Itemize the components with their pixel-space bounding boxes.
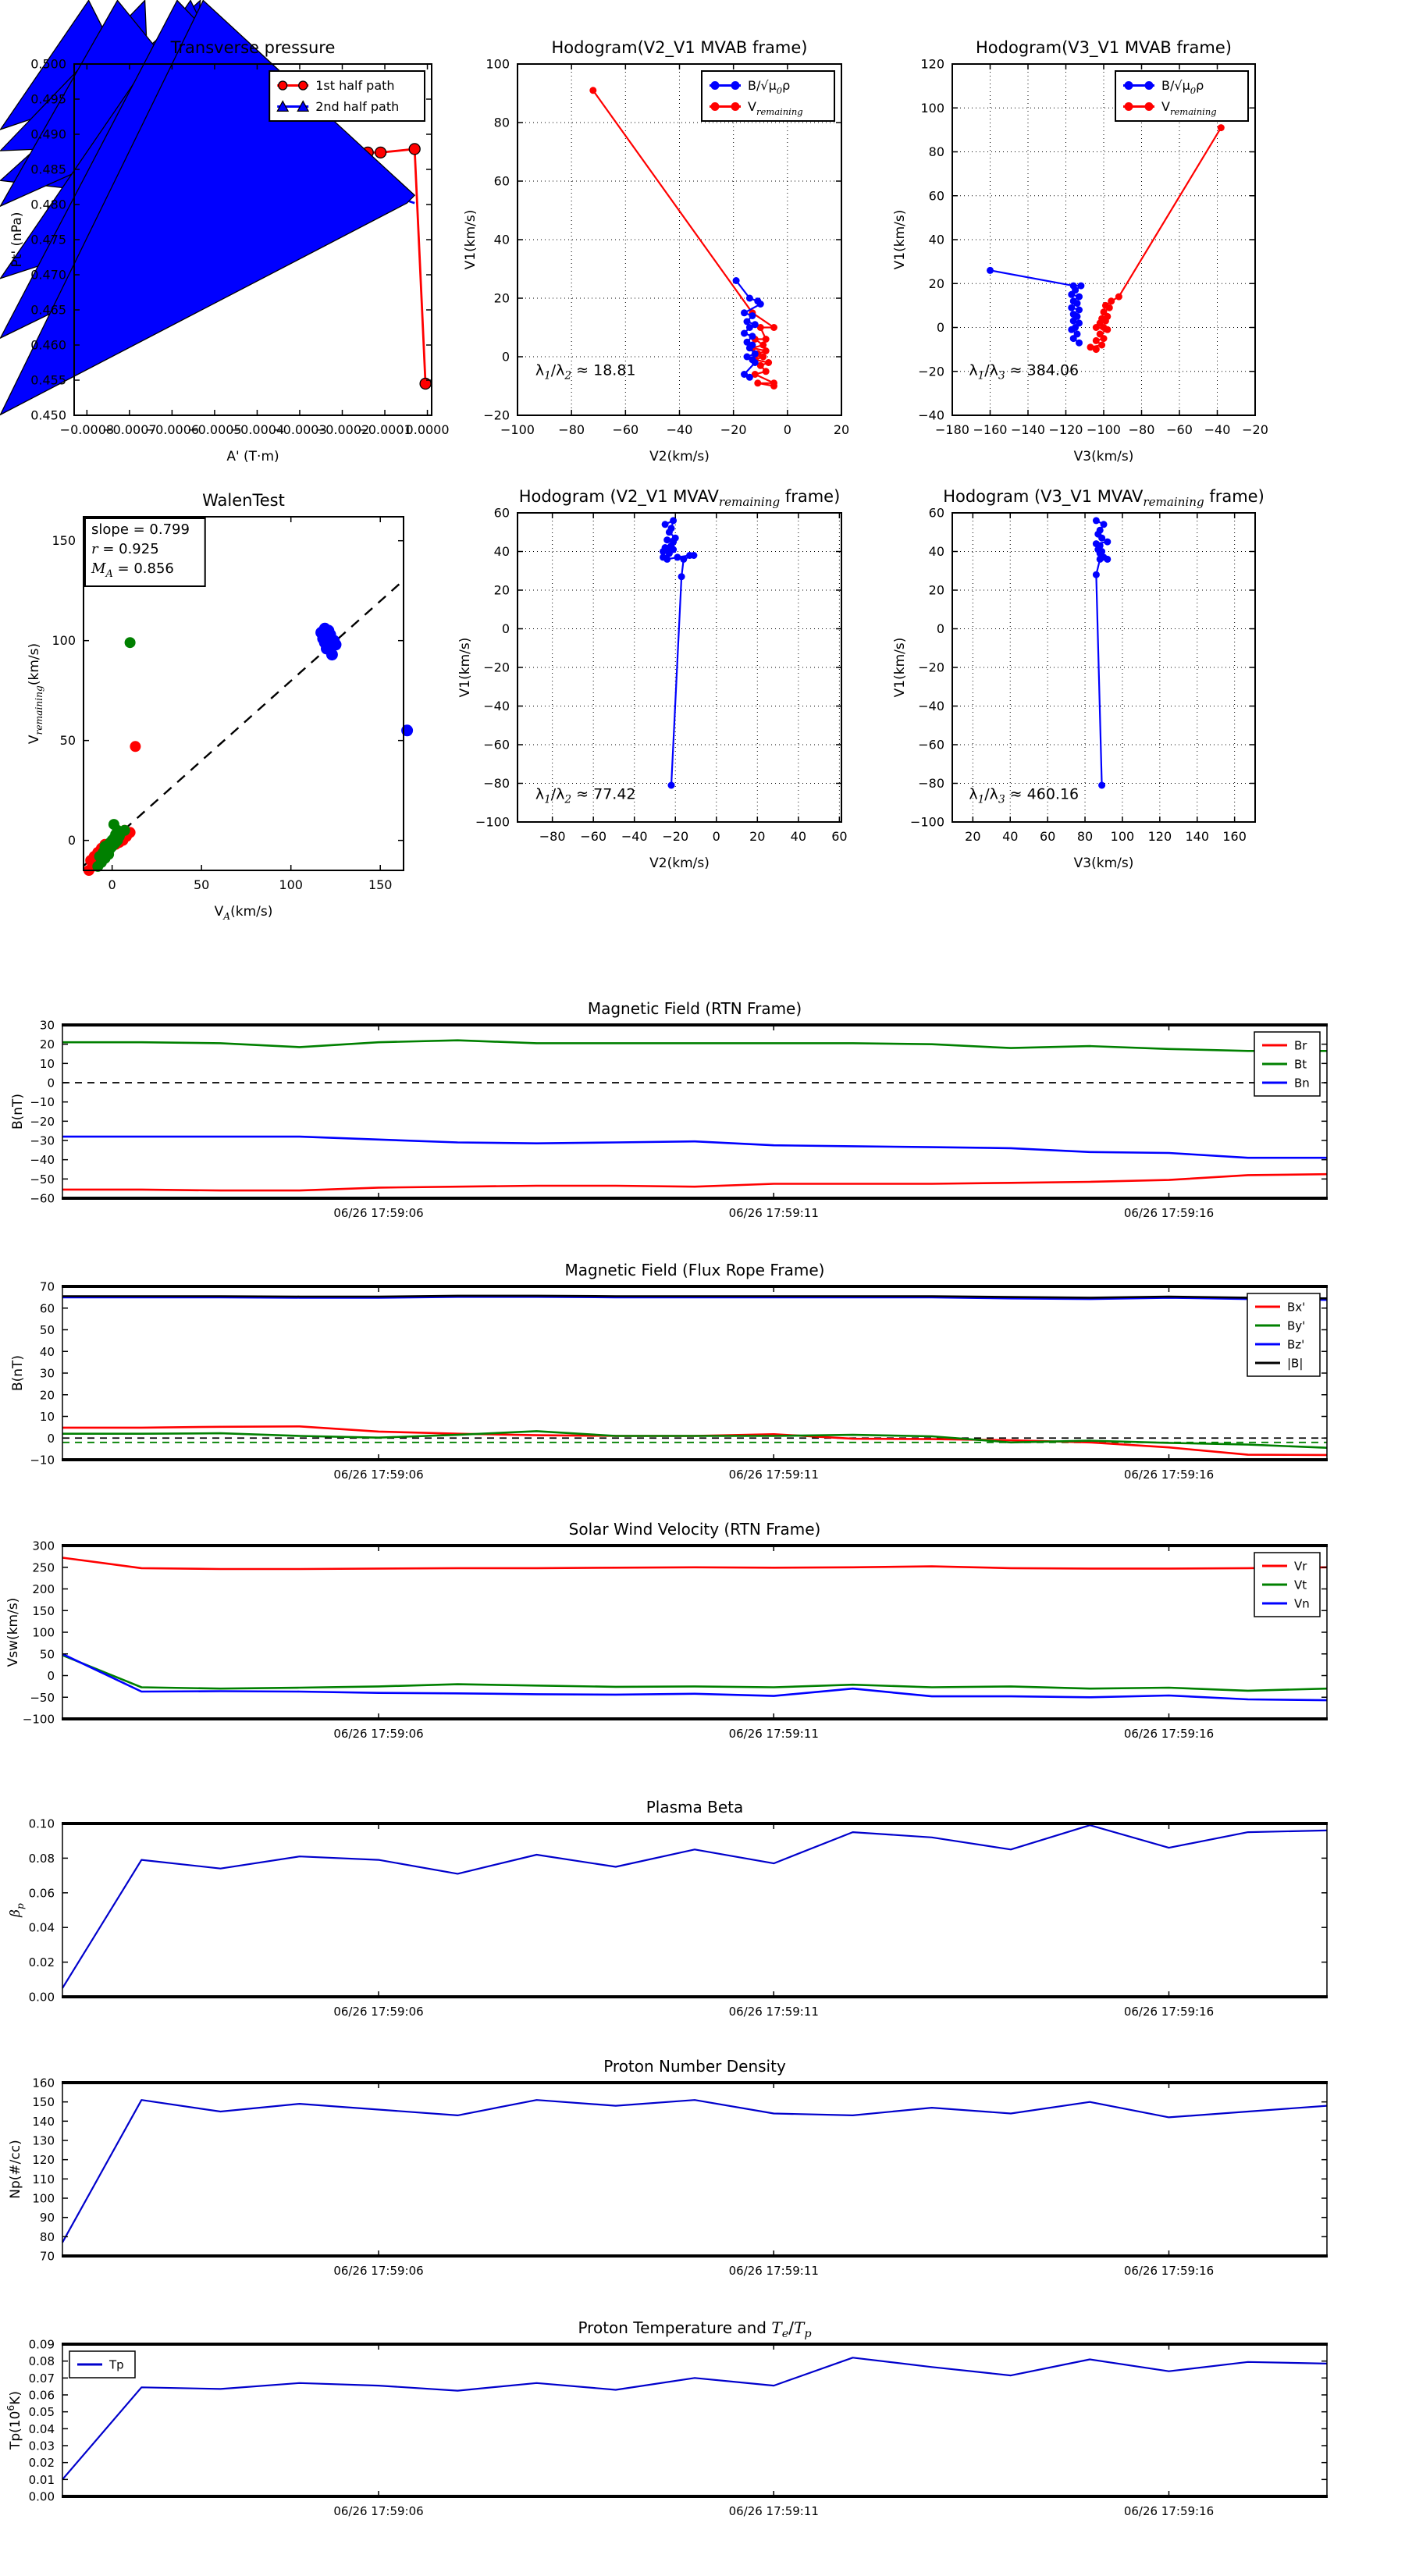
svg-text:50: 50 (193, 877, 210, 892)
svg-text:−0.0007: −0.0007 (102, 422, 157, 437)
svg-text:−40: −40 (918, 699, 944, 713)
svg-text:10: 10 (39, 1410, 55, 1424)
svg-text:60: 60 (493, 505, 510, 521)
chart-title: Solar Wind Velocity (RTN Frame) (568, 1520, 821, 1539)
svg-text:0.04: 0.04 (28, 2421, 55, 2436)
svg-text:−0.0005: −0.0005 (187, 422, 242, 437)
svg-text:−140: −140 (1011, 422, 1045, 437)
svg-text:0.460: 0.460 (30, 337, 66, 353)
annotation: $\lambda_1/\lambda_2 \approx 18.81$ (535, 361, 636, 382)
svg-text:20: 20 (833, 422, 850, 437)
svg-text:0.05: 0.05 (28, 2405, 55, 2420)
svg-text:06/26 17:59:11: 06/26 17:59:11 (728, 2005, 819, 2019)
svg-text:−20: −20 (720, 422, 747, 437)
svg-text:−60: −60 (918, 737, 944, 753)
svg-text:40: 40 (1002, 829, 1019, 844)
svg-text:06/26 17:59:16: 06/26 17:59:16 (1123, 2005, 1215, 2019)
svg-text:60: 60 (928, 188, 944, 204)
svg-text:20: 20 (749, 829, 766, 844)
svg-text:0: 0 (47, 1431, 55, 1446)
svg-text:150: 150 (52, 533, 76, 549)
svg-text:−10: −10 (30, 1095, 55, 1110)
svg-text:−40: −40 (1204, 422, 1231, 437)
chart-title: Magnetic Field (RTN Frame) (587, 999, 802, 1018)
svg-text:20: 20 (493, 290, 510, 306)
svg-text:0: 0 (47, 1076, 55, 1091)
svg-text:Br: Br (1294, 1038, 1307, 1053)
svg-text:Bn: Bn (1294, 1076, 1310, 1091)
svg-text:06/26 17:59:06: 06/26 17:59:06 (333, 1727, 424, 1741)
svg-text:80: 80 (928, 144, 944, 159)
svg-text:−60: −60 (30, 1191, 55, 1206)
svg-text:160: 160 (1222, 829, 1247, 844)
svg-text:140: 140 (1185, 829, 1210, 844)
svg-text:80: 80 (493, 115, 510, 130)
x-axis-label: V3(km/s) (1073, 856, 1134, 871)
svg-text:06/26 17:59:06: 06/26 17:59:06 (333, 2264, 424, 2278)
svg-text:0: 0 (67, 833, 76, 849)
svg-text:0.470: 0.470 (30, 267, 66, 283)
svg-text:100: 100 (52, 633, 76, 649)
svg-text:20: 20 (928, 276, 944, 291)
svg-text:30: 30 (39, 1366, 55, 1381)
svg-text:06/26 17:59:16: 06/26 17:59:16 (1123, 1206, 1215, 1220)
svg-text:0.06: 0.06 (28, 1886, 55, 1901)
svg-text:0: 0 (783, 422, 791, 437)
svg-text:60: 60 (831, 829, 848, 844)
svg-text:−50: −50 (30, 1690, 55, 1705)
svg-text:0.04: 0.04 (28, 1920, 55, 1935)
svg-text:0.475: 0.475 (30, 232, 66, 247)
chart-title: WalenTest (202, 491, 285, 510)
svg-text:B/√μ0​ρ: $B/√\mu_0\rho$ (748, 78, 791, 96)
chart-title: Transverse pressure (170, 38, 336, 57)
svg-text:50: 50 (39, 1647, 55, 1662)
svg-text:−20: −20 (483, 660, 510, 675)
svg-text:100: 100 (279, 877, 303, 892)
svg-text:0.09: 0.09 (28, 2337, 55, 2352)
svg-text:0: 0 (501, 621, 510, 636)
svg-text:20: 20 (965, 829, 981, 844)
y-axis-label: V1(km/s) (892, 637, 908, 698)
svg-text:−10: −10 (30, 1453, 55, 1468)
svg-text:slope = 0.799: slope = 0.799 (91, 521, 190, 538)
svg-text:40: 40 (928, 232, 944, 247)
y-axis-label: Vsw(km/s) (5, 1597, 21, 1667)
svg-text:20: 20 (39, 1388, 55, 1403)
svg-text:−80: −80 (539, 829, 566, 844)
svg-text:0.00: 0.00 (28, 1990, 55, 2005)
svg-text:40: 40 (493, 544, 510, 559)
svg-text:40: 40 (790, 829, 807, 844)
svg-text:06/26 17:59:11: 06/26 17:59:11 (728, 1727, 819, 1741)
svg-text:Tp: Tp (109, 2357, 124, 2372)
svg-text:−20: −20 (1242, 422, 1268, 437)
x-axis-label: V2(km/s) (649, 856, 710, 871)
svg-text:MA​ = 0.856: $M_A = 0.856$ (91, 560, 174, 580)
y-axis-label: B(nT) (10, 1093, 26, 1130)
svg-text:−60: −60 (1166, 422, 1193, 437)
svg-text:0: 0 (47, 1669, 55, 1683)
y-axis-label: Np(#/cc) (8, 2140, 23, 2199)
x-axis-label: $V_A(km/s)$ (214, 904, 273, 922)
svg-text:Bt: Bt (1294, 1057, 1307, 1072)
svg-text:50: 50 (59, 733, 76, 749)
svg-text:06/26 17:59:11: 06/26 17:59:11 (728, 2504, 819, 2518)
svg-text:0.02: 0.02 (28, 1955, 55, 1970)
svg-text:0: 0 (108, 877, 116, 892)
svg-text:−30: −30 (30, 1133, 55, 1148)
y-axis-label: Pt' (nPa) (9, 212, 25, 268)
svg-text:−80: −80 (558, 422, 585, 437)
svg-text:06/26 17:59:11: 06/26 17:59:11 (728, 1206, 819, 1220)
svg-text:60: 60 (39, 1301, 55, 1316)
svg-text:90: 90 (39, 2211, 55, 2226)
svg-text:40: 40 (493, 232, 510, 247)
y-axis-label: $\beta_p$ (8, 1903, 26, 1917)
svg-text:0.455: 0.455 (30, 372, 66, 388)
svg-text:−180: −180 (935, 422, 969, 437)
svg-text:130: 130 (32, 2133, 55, 2148)
chart-title: Proton Number Density (603, 2057, 786, 2076)
svg-text:80: 80 (39, 2229, 55, 2244)
svg-text:−60: −60 (483, 737, 510, 753)
svg-text:40: 40 (39, 1344, 55, 1359)
svg-text:−0.0004: −0.0004 (229, 422, 285, 437)
svg-text:−40: −40 (918, 407, 944, 423)
svg-text:06/26 17:59:16: 06/26 17:59:16 (1123, 1727, 1215, 1741)
svg-text:Bx': Bx' (1287, 1300, 1306, 1315)
svg-text:150: 150 (32, 1603, 55, 1618)
svg-text:−100: −100 (500, 422, 535, 437)
svg-text:0: 0 (501, 349, 510, 365)
y-axis-label: V1(km/s) (463, 209, 478, 270)
svg-text:100: 100 (32, 1625, 55, 1640)
svg-text:−40: −40 (666, 422, 693, 437)
svg-text:−20: −20 (918, 364, 944, 379)
svg-text:0: 0 (936, 320, 944, 335)
svg-text:−0.0002: −0.0002 (315, 422, 370, 437)
svg-text:−40: −40 (483, 699, 510, 713)
svg-text:0.465: 0.465 (30, 302, 66, 318)
svg-text:10: 10 (39, 1056, 55, 1071)
svg-text:1st half path: 1st half path (315, 78, 395, 93)
svg-text:0.10: 0.10 (28, 1816, 55, 1831)
svg-text:−80: −80 (1128, 422, 1155, 437)
svg-text:−0.0008: −0.0008 (59, 422, 115, 437)
svg-text:300: 300 (32, 1539, 55, 1553)
svg-text:20: 20 (493, 582, 510, 598)
svg-text:06/26 17:59:11: 06/26 17:59:11 (728, 1468, 819, 1482)
svg-text:−100: −100 (1087, 422, 1121, 437)
svg-text:70: 70 (39, 1279, 55, 1294)
x-axis-label: V2(km/s) (649, 449, 710, 464)
x-axis-label: V3(km/s) (1073, 449, 1134, 464)
svg-text:40: 40 (928, 544, 944, 559)
svg-text:100: 100 (32, 2191, 55, 2206)
svg-text:Vt: Vt (1294, 1578, 1307, 1592)
svg-text:Vremaining​: $V_{remaining}$ (1161, 99, 1217, 117)
svg-text:−80: −80 (918, 776, 944, 791)
svg-text:0.01: 0.01 (28, 2472, 55, 2487)
svg-text:200: 200 (32, 1582, 55, 1596)
svg-text:06/26 17:59:06: 06/26 17:59:06 (333, 1206, 424, 1220)
svg-text:120: 120 (32, 2153, 55, 2168)
svg-text:By': By' (1287, 1318, 1306, 1333)
chart-title: Hodogram (V3_V1 $MVAV_{remaining}$ frame) (943, 487, 1264, 509)
svg-text:Vremaining​: $V_{remaining}$ (748, 99, 803, 117)
annotation: $\lambda_1/\lambda_3 \approx 384.06$ (969, 361, 1080, 382)
svg-text:−20: −20 (662, 829, 689, 844)
svg-text:−0.0001: −0.0001 (357, 422, 412, 437)
svg-text:160: 160 (32, 2076, 55, 2090)
svg-text:−160: −160 (973, 422, 1008, 437)
svg-text:−40: −40 (621, 829, 648, 844)
svg-text:250: 250 (32, 1560, 55, 1575)
chart-title: Hodogram (V2_V1 $MVAV_{remaining}$ frame) (518, 487, 841, 509)
svg-text:70: 70 (39, 2249, 55, 2264)
chart-title: Magnetic Field (Flux Rope Frame) (564, 1261, 825, 1279)
svg-text:−80: −80 (483, 776, 510, 791)
svg-text:100: 100 (920, 100, 944, 116)
y-axis-label: $V_{remaining}(km/s)$ (27, 642, 44, 745)
svg-text:06/26 17:59:11: 06/26 17:59:11 (728, 2264, 819, 2278)
svg-text:0.500: 0.500 (30, 56, 66, 72)
svg-text:150: 150 (32, 2095, 55, 2110)
svg-text:Vr: Vr (1294, 1559, 1307, 1574)
x-axis-label: A' (T·m) (226, 449, 279, 464)
svg-text:−20: −20 (918, 660, 944, 675)
svg-text:140: 140 (32, 2114, 55, 2129)
svg-text:60: 60 (493, 173, 510, 189)
svg-text:06/26 17:59:06: 06/26 17:59:06 (333, 2005, 424, 2019)
svg-text:−100: −100 (475, 814, 510, 830)
svg-text:B/√μ0​ρ: $B/√\mu_0\rho$ (1161, 78, 1204, 96)
series-tp (62, 2357, 1327, 2479)
chart-title: Plasma Beta (646, 1798, 744, 1816)
svg-text:−100: −100 (22, 1712, 55, 1727)
svg-text:0.450: 0.450 (30, 407, 66, 423)
svg-text:60: 60 (928, 505, 944, 521)
svg-text:0: 0 (936, 621, 944, 636)
svg-text:|B|: |B| (1287, 1356, 1304, 1371)
svg-text:0.02: 0.02 (28, 2456, 55, 2471)
svg-text:−20: −20 (483, 407, 510, 423)
chart-title: Hodogram(V2_V1 MVAB frame) (551, 38, 808, 57)
y-axis-label: V1(km/s) (892, 209, 908, 270)
svg-text:80: 80 (1076, 829, 1094, 844)
chart-title: Hodogram(V3_V1 MVAB frame) (976, 38, 1232, 57)
legend (69, 2351, 135, 2378)
svg-text:−50: −50 (30, 1172, 55, 1187)
svg-text:−0.0003: −0.0003 (272, 422, 327, 437)
svg-text:0.0000: 0.0000 (405, 422, 450, 437)
svg-text:120: 120 (1147, 829, 1172, 844)
svg-text:−20: −20 (30, 1114, 55, 1129)
svg-text:100: 100 (486, 56, 510, 72)
svg-text:0.490: 0.490 (30, 126, 66, 142)
annotation: $\lambda_1/\lambda_3 \approx 460.16$ (969, 785, 1080, 806)
svg-text:0.485: 0.485 (30, 162, 66, 177)
svg-text:120: 120 (920, 56, 944, 72)
svg-text:−60: −60 (612, 422, 639, 437)
svg-text:50: 50 (39, 1323, 55, 1337)
y-axis-label: V1(km/s) (457, 637, 473, 698)
svg-text:100: 100 (1110, 829, 1135, 844)
svg-text:−0.0006: −0.0006 (144, 422, 200, 437)
svg-text:06/26 17:59:16: 06/26 17:59:16 (1123, 1468, 1215, 1482)
svg-text:0.480: 0.480 (30, 197, 66, 212)
svg-text:60: 60 (1039, 829, 1056, 844)
svg-text:r = 0.925: r = 0.925 (91, 541, 159, 557)
chart-title: Proton Temperature and $T_e/T_p$ (578, 2318, 812, 2340)
svg-text:2nd half path: 2nd half path (315, 99, 400, 114)
svg-text:Vn: Vn (1294, 1596, 1310, 1611)
svg-text:150: 150 (368, 877, 393, 892)
svg-text:06/26 17:59:06: 06/26 17:59:06 (333, 2504, 424, 2518)
y-axis-label: $Tp(10^6K)$ (5, 2390, 23, 2450)
svg-text:0.08: 0.08 (28, 2354, 55, 2369)
svg-text:06/26 17:59:06: 06/26 17:59:06 (333, 1468, 424, 1482)
svg-text:−100: −100 (910, 814, 944, 830)
svg-text:20: 20 (39, 1037, 55, 1052)
svg-text:Bz': Bz' (1287, 1337, 1305, 1352)
svg-text:06/26 17:59:16: 06/26 17:59:16 (1123, 2264, 1215, 2278)
annotation: $\lambda_1/\lambda_2 \approx 77.42$ (535, 785, 636, 806)
svg-text:−40: −40 (30, 1153, 55, 1168)
svg-text:0.495: 0.495 (30, 91, 66, 107)
svg-text:20: 20 (928, 582, 944, 598)
svg-text:110: 110 (32, 2172, 55, 2186)
svg-text:0.06: 0.06 (28, 2388, 55, 2403)
svg-text:06/26 17:59:16: 06/26 17:59:16 (1123, 2504, 1215, 2518)
svg-text:−60: −60 (580, 829, 607, 844)
svg-text:0.07: 0.07 (28, 2371, 55, 2386)
svg-text:0: 0 (712, 829, 720, 844)
svg-text:0.08: 0.08 (28, 1851, 55, 1866)
svg-text:0.00: 0.00 (28, 2489, 55, 2504)
y-axis-label: B(nT) (10, 1354, 26, 1392)
svg-text:30: 30 (39, 1018, 55, 1033)
svg-text:−120: −120 (1048, 422, 1083, 437)
svg-text:0.03: 0.03 (28, 2439, 55, 2453)
